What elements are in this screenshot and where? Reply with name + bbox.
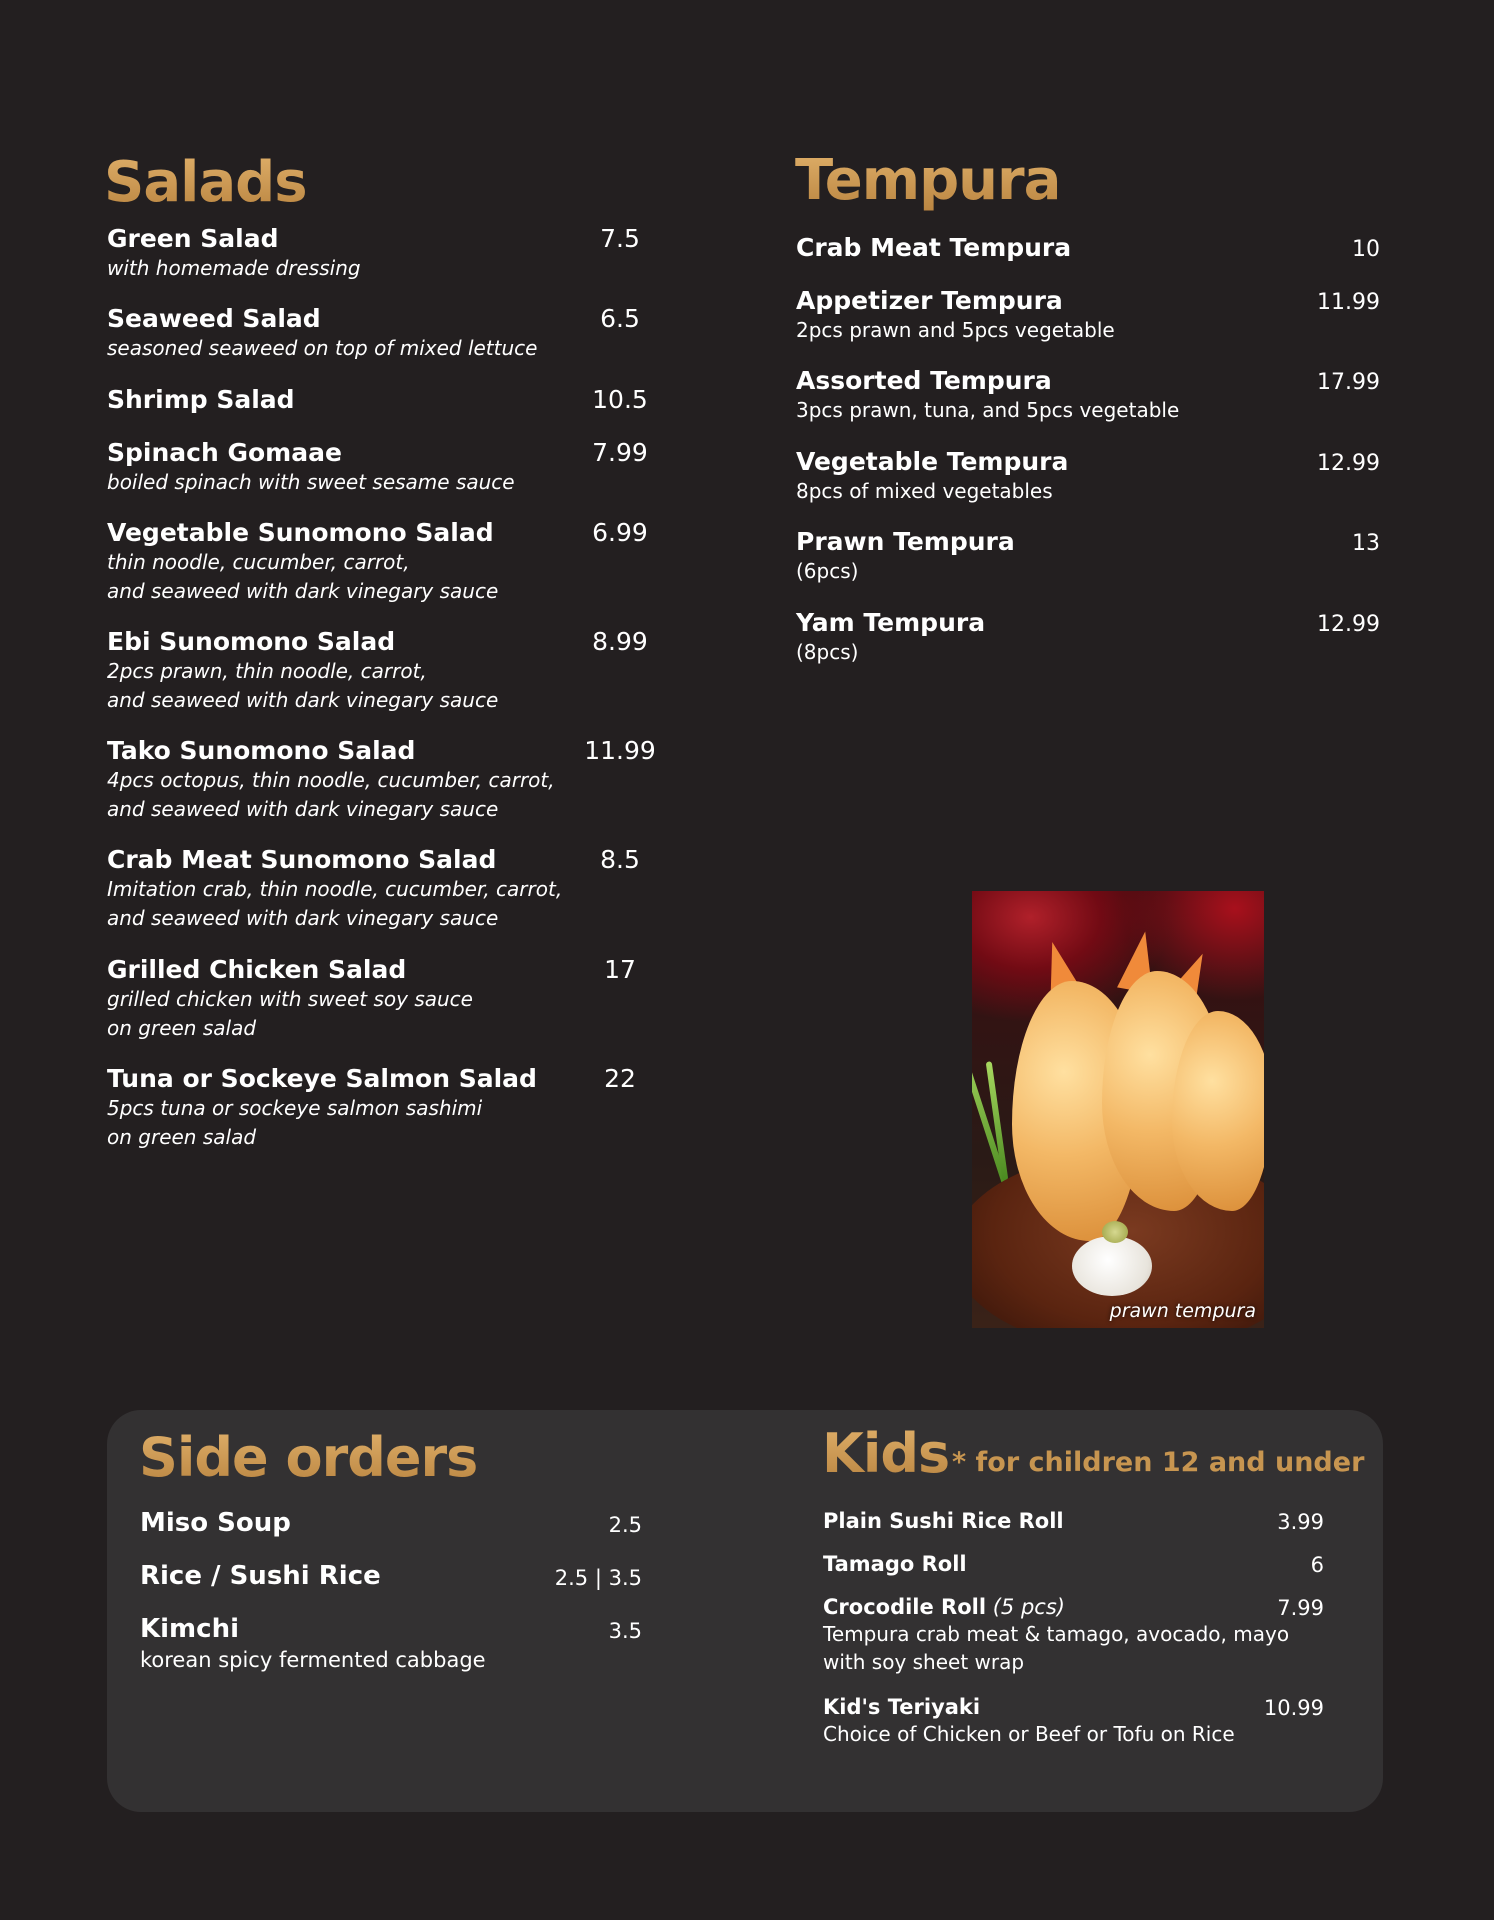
item-price: 17.99 xyxy=(1317,370,1380,395)
salads-title: Salads xyxy=(104,150,307,215)
kids-title: Kids xyxy=(822,1422,950,1485)
item-name xyxy=(823,1594,1289,1620)
item-price: 8.5 xyxy=(600,845,640,874)
item-name: Rice / Sushi Rice xyxy=(140,1561,381,1591)
item-description: Tempura crab meat & tamago, avocado, mayo with soy sheet wrap xyxy=(823,1622,1290,1674)
item-price: 10 xyxy=(1352,237,1380,262)
item-name: Seaweed Salad xyxy=(107,304,321,333)
item-price: 12.99 xyxy=(1317,451,1380,476)
item-name: Grilled Chicken Salad xyxy=(107,955,407,984)
item-name-text: Plain Sushi Rice Roll xyxy=(823,1509,1064,1533)
menu-item xyxy=(796,366,1179,425)
menu-item xyxy=(140,1561,381,1591)
item-name: Yam Tempura xyxy=(796,608,986,637)
item-description: korean spicy fermented cabbage xyxy=(140,1648,486,1672)
photo-caption: prawn tempura xyxy=(1109,1300,1256,1322)
item-price: 6.99 xyxy=(592,518,648,547)
item-price: 2.5 | 3.5 xyxy=(554,1566,642,1590)
item-description: 5pcs tuna or sockeye salmon sashimi on green salad xyxy=(107,1096,483,1149)
item-price: 7.99 xyxy=(592,438,648,467)
item-description: 8pcs of mixed vegetables xyxy=(796,479,1053,503)
item-description: Imitation crab, thin noodle, cucumber, carrot, and seaweed with dark vinegary sauce xyxy=(107,877,563,930)
item-price: 6 xyxy=(1310,1553,1324,1577)
menu-item xyxy=(796,527,1015,586)
item-name: Crab Meat Sunomono Salad xyxy=(107,845,497,874)
item-price: 10.5 xyxy=(592,385,648,414)
item-name: Shrimp Salad xyxy=(107,385,295,414)
item-pieces: (5 pcs) xyxy=(986,1595,1065,1619)
item-price: 8.99 xyxy=(592,627,648,656)
item-price: 7.99 xyxy=(1277,1596,1324,1620)
menu-item xyxy=(107,736,555,824)
item-name: Miso Soup xyxy=(140,1508,291,1538)
item-price: 7.5 xyxy=(600,224,640,253)
item-name: Ebi Sunomono Salad xyxy=(107,627,396,656)
menu-item xyxy=(140,1508,291,1538)
menu-item xyxy=(107,385,295,415)
item-name xyxy=(823,1508,1064,1534)
menu-item xyxy=(796,233,1071,263)
item-price: 3.5 xyxy=(608,1619,642,1643)
item-description: seasoned seaweed on top of mixed lettuce xyxy=(107,336,538,360)
item-description: thin noodle, cucumber, carrot, and seaweed with dark vinegary sauce xyxy=(107,550,499,603)
menu-item xyxy=(823,1508,1064,1534)
item-name xyxy=(823,1694,1235,1720)
item-price: 17 xyxy=(604,955,636,984)
menu-item xyxy=(107,1064,537,1152)
item-price: 22 xyxy=(604,1064,636,1093)
item-description: 2pcs prawn, thin noodle, carrot, and seaweed with dark vinegary sauce xyxy=(107,659,499,712)
item-description: 2pcs prawn and 5pcs vegetable xyxy=(796,318,1115,342)
ginger xyxy=(1102,1221,1128,1243)
item-price: 2.5 xyxy=(608,1513,642,1537)
item-description: 4pcs octopus, thin noodle, cucumber, carrot, and seaweed with dark vinegary sauce xyxy=(107,768,555,821)
item-name: Tuna or Sockeye Salmon Salad xyxy=(107,1064,537,1093)
menu-item xyxy=(823,1694,1235,1748)
item-price: 12.99 xyxy=(1317,612,1380,637)
item-price: 3.99 xyxy=(1277,1510,1324,1534)
menu-item xyxy=(796,286,1115,345)
tempura-title: Tempura xyxy=(795,148,1061,213)
menu-item xyxy=(107,518,498,606)
item-price: 11.99 xyxy=(584,736,656,765)
item-name: Tako Sunomono Salad xyxy=(107,736,416,765)
menu-item xyxy=(107,955,473,1043)
item-description: grilled chicken with sweet soy sauce on green salad xyxy=(107,987,473,1040)
item-description: boiled spinach with sweet sesame sauce xyxy=(107,470,515,494)
menu-item xyxy=(107,438,515,497)
item-price: 10.99 xyxy=(1263,1696,1324,1720)
item-description: with homemade dressing xyxy=(107,256,361,280)
menu-item xyxy=(796,608,985,667)
item-price: 13 xyxy=(1352,531,1380,556)
menu-item xyxy=(107,627,498,715)
item-price: 6.5 xyxy=(600,304,640,333)
item-name: Vegetable Sunomono Salad xyxy=(107,518,494,547)
item-name: Kimchi xyxy=(140,1614,239,1644)
item-name: Spinach Gomaae xyxy=(107,438,342,467)
menu-item xyxy=(140,1614,486,1675)
item-name: Green Salad xyxy=(107,224,279,253)
menu-item xyxy=(823,1551,967,1577)
menu-item xyxy=(107,845,562,933)
menu-item xyxy=(107,304,537,363)
item-name-text: Tamago Roll xyxy=(823,1552,967,1576)
item-description: 3pcs prawn, tuna, and 5pcs vegetable xyxy=(796,398,1180,422)
item-description: Choice of Chicken or Beef or Tofu on Rice xyxy=(823,1722,1235,1746)
item-name: Vegetable Tempura xyxy=(796,447,1069,476)
item-description: (8pcs) xyxy=(796,640,859,664)
prawn-tempura-photo xyxy=(972,891,1264,1328)
menu-item xyxy=(107,224,361,283)
side-orders-title: Side orders xyxy=(139,1426,478,1489)
item-price: 11.99 xyxy=(1317,290,1380,315)
item-name: Assorted Tempura xyxy=(796,366,1052,395)
grated-radish xyxy=(1072,1236,1152,1296)
kids-subtitle: * for children 12 and under xyxy=(952,1447,1365,1478)
item-name xyxy=(823,1551,967,1577)
menu-item xyxy=(796,447,1068,506)
item-name-text: Kid's Teriyaki xyxy=(823,1695,981,1719)
item-name: Prawn Tempura xyxy=(796,527,1015,556)
item-description: (6pcs) xyxy=(796,559,859,583)
item-name: Crab Meat Tempura xyxy=(796,233,1072,262)
menu-item xyxy=(823,1594,1289,1676)
item-name-text: Crocodile Roll xyxy=(823,1595,987,1619)
item-name: Appetizer Tempura xyxy=(796,286,1063,315)
